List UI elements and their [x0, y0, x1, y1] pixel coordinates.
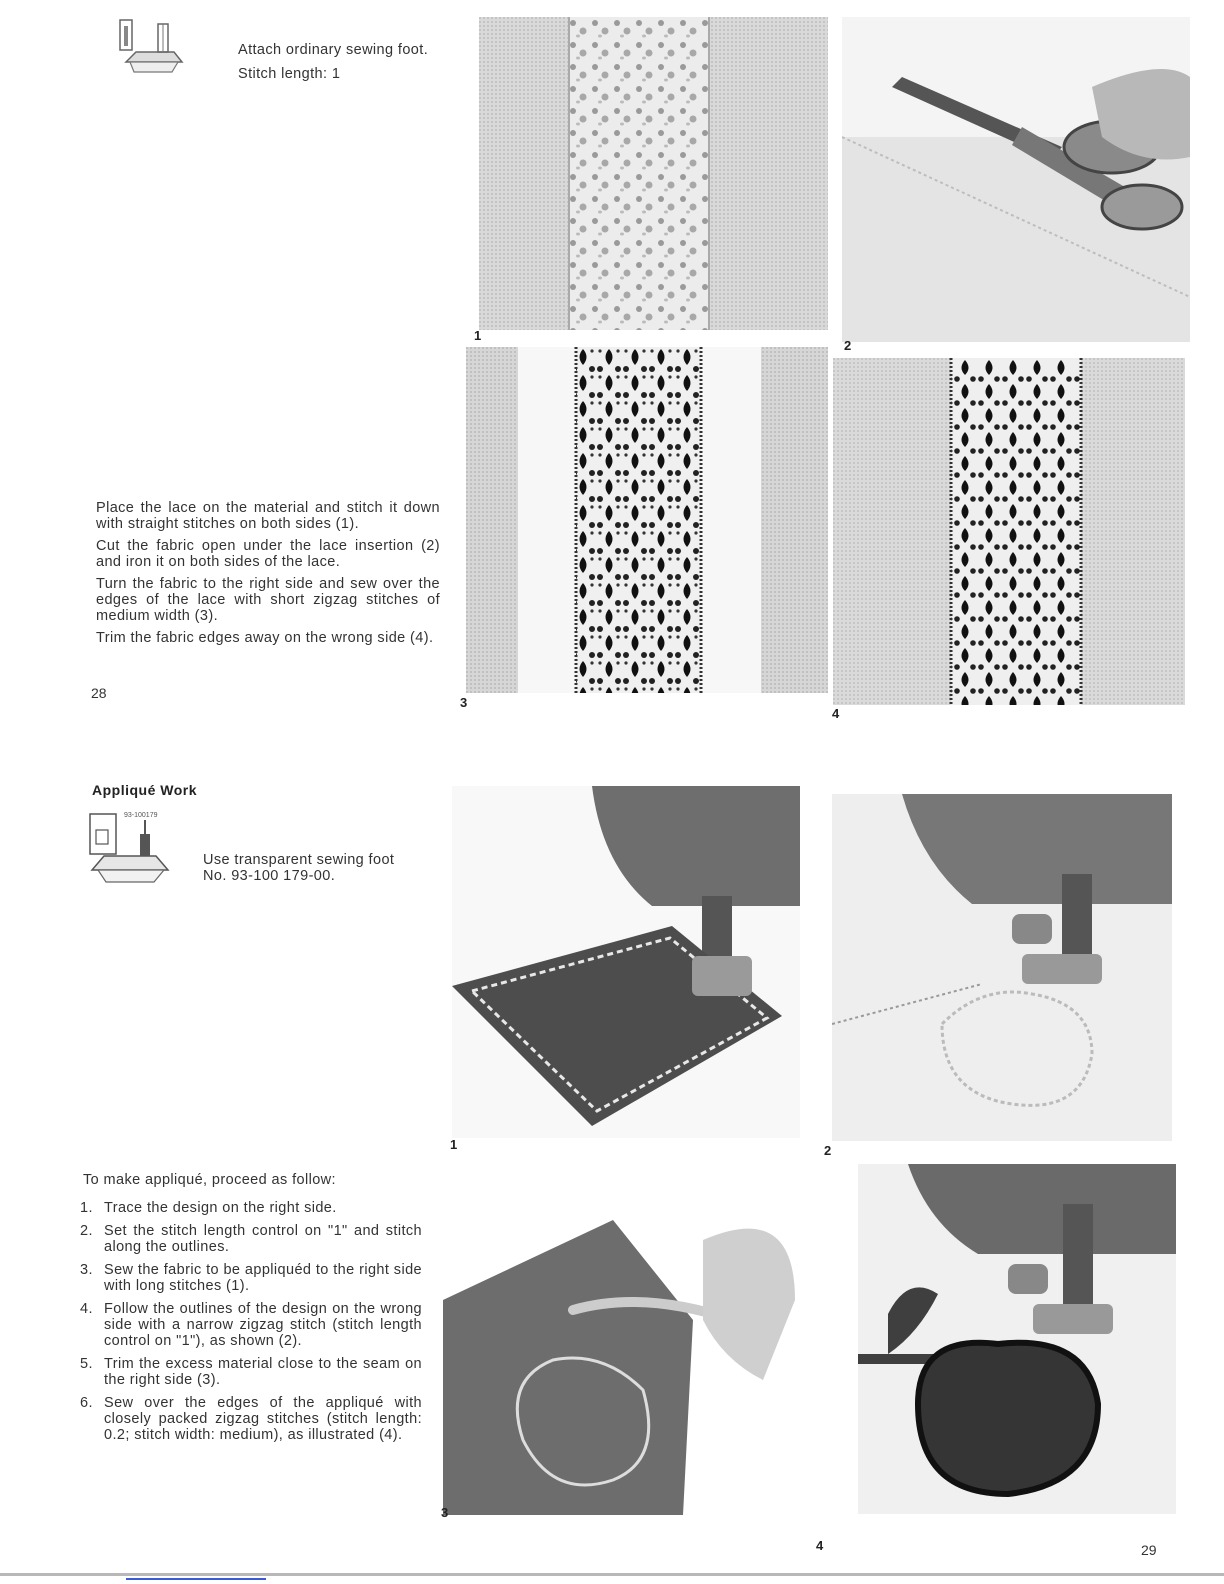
lace-photo-3 — [466, 347, 828, 693]
step-number: 1. — [80, 1200, 93, 1216]
part-number: 93-100179 — [124, 812, 158, 819]
step-text: Sew the fabric to be appliquéd to the right side with long stitches (1). — [104, 1262, 422, 1294]
step-item — [80, 1200, 422, 1216]
section-heading: Appliqué Work — [92, 782, 198, 798]
sewing-foot-icon — [112, 18, 190, 80]
foot-instruction-line: Stitch length: 1 — [238, 66, 341, 82]
figure-label: 1 — [450, 1137, 458, 1152]
step-item — [80, 1301, 422, 1349]
lace-instructions — [96, 500, 440, 652]
foot-instruction-line: Attach ordinary sewing foot. — [238, 42, 429, 58]
step-text: Trace the design on the right side. — [104, 1200, 337, 1216]
page-number: 29 — [1141, 1542, 1157, 1558]
step-text: Sew over the edges of the appliqué with closely packed zigzag stitches (stitch length: 0.2; stitch width: medium), as illustrated (4). — [104, 1395, 422, 1443]
figure-label: 4 — [816, 1538, 824, 1553]
sewing-machine-photo-2 — [832, 794, 1172, 1141]
paragraph: Cut the fabric open under the lace insertion (2) and iron it on both sides of the lace. — [96, 538, 440, 570]
step-item — [80, 1223, 422, 1255]
step-number: 2. — [80, 1223, 93, 1239]
trimming-photo-3 — [443, 1180, 795, 1515]
figure-label: 2 — [844, 338, 852, 353]
step-number: 4. — [80, 1301, 93, 1317]
figure-label: 3 — [441, 1505, 449, 1520]
transparent-foot-icon — [84, 808, 174, 888]
paragraph: Trim the fabric edges away on the wrong side (4). — [96, 630, 434, 646]
figure-label: 4 — [832, 706, 840, 721]
foot-instruction: Use transparent sewing foot No. 93-100 179-00. — [203, 852, 395, 884]
step-item — [80, 1395, 422, 1443]
figure-label: 3 — [460, 695, 468, 710]
step-item — [80, 1356, 422, 1388]
paragraph: Place the lace on the material and stitch it down with straight stitches on both sides (1). — [96, 500, 440, 532]
appliqué-photo-4 — [858, 1164, 1176, 1514]
step-text: Follow the outlines of the design on the wrong side with a narrow zigzag stitch (stitch length control on "1"), as shown (2). — [104, 1301, 422, 1349]
paragraph: Turn the fabric to the right side and sew over the edges of the lace with short zigzag stitches of medium width (3). — [96, 576, 440, 624]
footer-rule — [0, 1573, 1224, 1576]
appliqué-steps — [80, 1200, 422, 1450]
figure-label: 2 — [824, 1143, 832, 1158]
figure-label: 1 — [474, 328, 482, 343]
step-text: Set the stitch length control on "1" and stitch along the outlines. — [104, 1223, 422, 1255]
foot-instructions — [238, 42, 468, 82]
scissors-photo-2 — [842, 17, 1190, 342]
lace-photo-4 — [833, 358, 1185, 705]
footer-link-bar[interactable] — [126, 1578, 266, 1580]
step-number: 3. — [80, 1262, 93, 1278]
appliqué-intro: To make appliqué, proceed as follow: — [83, 1172, 336, 1188]
page-number: 28 — [91, 685, 107, 701]
lace-photo-1 — [479, 17, 828, 330]
step-item — [80, 1262, 422, 1294]
step-number: 5. — [80, 1356, 93, 1372]
step-text: Trim the excess material close to the seam on the right side (3). — [104, 1356, 422, 1388]
step-number: 6. — [80, 1395, 93, 1411]
sewing-machine-photo-1 — [452, 786, 800, 1138]
